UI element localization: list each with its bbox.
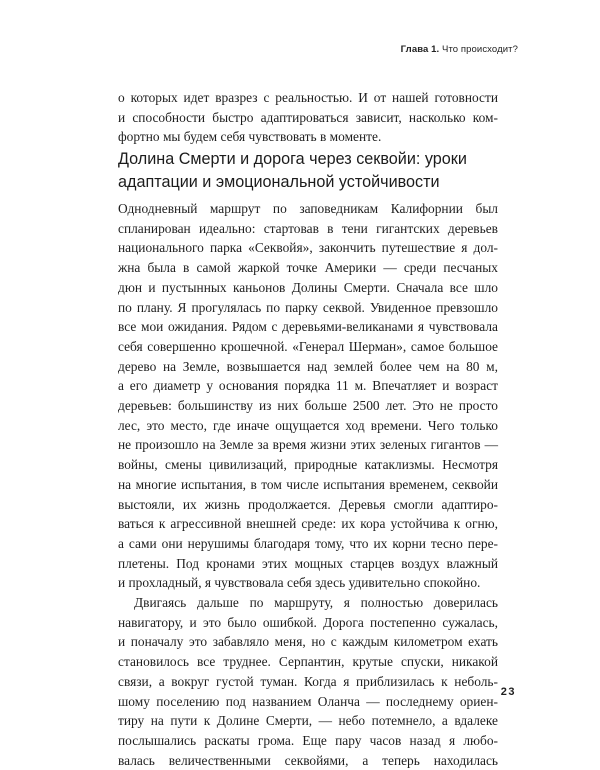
text-line: а его диаметр у основания порядка 11 м. Впечатляет и возраст (118, 378, 498, 394)
text-line: и поначалу это забавляло меня, но с каждым километром ехать (118, 634, 498, 650)
text-line: плетены. Под кронами этих мощных старцев воздух влажный (118, 555, 498, 571)
text-line: тиру на пути к Долине Смерти, — небо потемнело, а вдалеке (118, 713, 498, 729)
heading-line: адаптации и эмоциональной устойчивости (118, 173, 440, 191)
text-line: дерево на Земле, возвышается над землей более чем на 80 м, (118, 358, 498, 374)
paragraph-2 (118, 593, 498, 770)
text-line: спланирован идеально: стартовав в тени гигантских деревьев (118, 220, 498, 236)
text-line: становилось все труднее. Серпантин, крутые спуски, никакой (118, 654, 498, 670)
page-number: 23 (500, 686, 516, 698)
text-line: фортно мы будем себя чувствовать в моменте. (118, 129, 382, 145)
section-heading (118, 148, 498, 194)
text-line: национального парка «Секвойя», закончить путешествие я дол- (118, 240, 498, 256)
text-line: по плану. Я прогулялась по парку секвой. Увиденное превзошло (118, 299, 498, 315)
text-line: ваться к агрессивной внешней среде: их кора устойчива к огню, (118, 516, 498, 532)
paragraph-1 (118, 199, 498, 593)
text-line: все мои ожидания. Рядом с деревьями-великанами я чувствовала (118, 319, 498, 335)
running-head (401, 44, 518, 55)
text-line: о которых идет вразрез с реальностью. И от нашей готовности (118, 90, 498, 105)
running-head-title: Что происходит? (442, 44, 518, 55)
text-line: валась величественными секвойями, а теперь находилась (118, 752, 498, 768)
text-line: жна была в самой жаркой точке Америки — среди песчаных (118, 260, 498, 276)
text-line: навигатору, и это было ошибкой. Дорога постепенно сужалась, (118, 614, 498, 630)
heading-line: Долина Смерти и дорога через секвойи: уроки (118, 150, 467, 168)
text-line: связи, а вокруг густой туман. Когда я приблизилась к неболь- (118, 673, 498, 689)
text-line: на многие испытания, в том числе испытания временем, секвойи (118, 476, 498, 492)
text-line: деревьев: большинству из них больше 2500 лет. Это не просто (118, 398, 498, 414)
body-text (118, 199, 498, 770)
text-line: дюн и пустынных каньонов Долины Смерти. Сначала все шло (118, 279, 498, 295)
text-line: и способности быстро адаптироваться зависит, насколько ком- (118, 109, 498, 125)
text-line: Однодневный маршрут по заповедникам Калифорнии был (118, 201, 498, 216)
running-head-chapter: Глава 1. (400, 44, 440, 55)
text-line: шому поселению под названием Оланча — последнему ориен- (118, 693, 498, 709)
text-line: Двигаясь дальше по маршруту, я полностью доверилась (134, 595, 498, 611)
text-line: выстояли, их жизнь продолжается. Деревья смогли адаптиро- (118, 496, 498, 512)
text-line: не произошло на Земле за время жизни этих зеленых гигантов — (118, 437, 498, 453)
text-line: а сами они нерушимы благодаря тому, что их корни тесно пере- (118, 535, 498, 551)
text-line: себя совершенно крошечной. «Генерал Шерман», самое большое (118, 338, 498, 354)
text-line: послышались раскаты грома. Еще пару часов назад я любо- (118, 732, 498, 748)
text-line: и прохладный, я чувствовала себя здесь удивительно спокойно. (118, 575, 481, 591)
intro-paragraph (118, 88, 498, 147)
text-line: войны, смены цивилизаций, природные катаклизмы. Несмотря (118, 457, 498, 473)
text-line: лес, это место, где иначе ощущается ход времени. Чего только (118, 417, 498, 433)
